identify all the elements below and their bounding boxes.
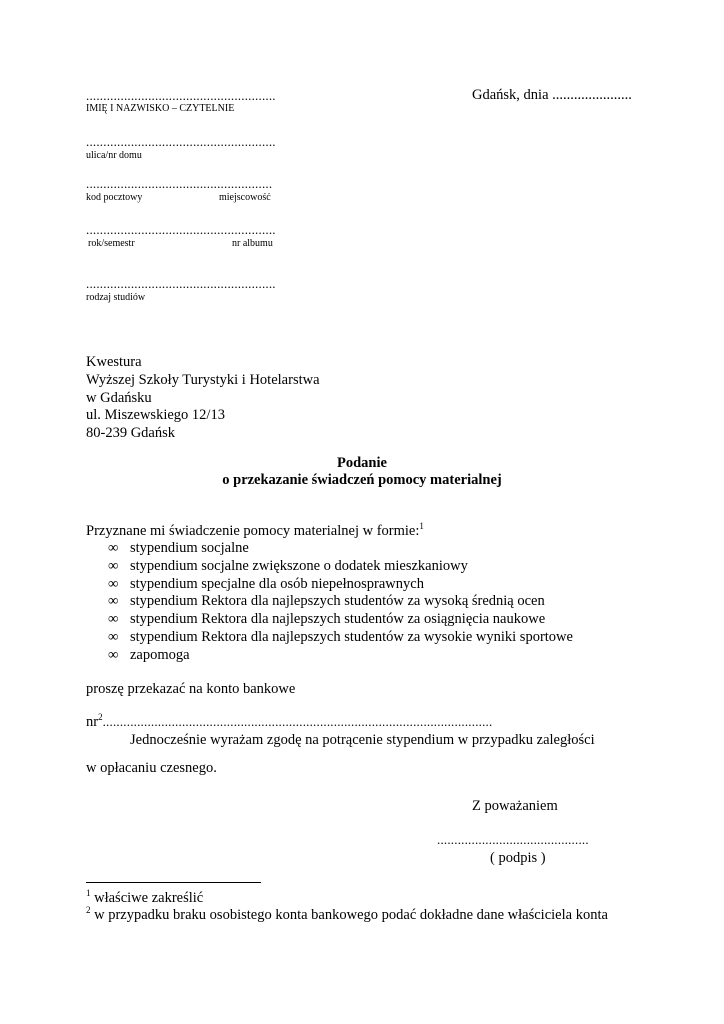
list-item-label: zapomoga	[130, 646, 190, 663]
footnote-ref-2: 2	[98, 712, 103, 723]
footnote-2	[86, 907, 608, 924]
account-dots: .................................................................................................................	[102, 714, 493, 729]
study-type-label: rodzaj studiów	[86, 292, 146, 303]
address-line: ul. Miszewskiego 12/13	[86, 407, 225, 424]
consent-text-line1: Jednocześnie wyrażam zgodę na potrącenie stypendium w przypadku zaległości	[130, 732, 595, 748]
list-item-label: stypendium Rektora dla najlepszych studentów za wysoką średnią ocen	[130, 593, 545, 610]
footnote-divider	[86, 882, 261, 883]
recipient-address	[86, 354, 320, 443]
consent-text-line2: w opłacaniu czesnego.	[86, 760, 217, 776]
regards-text: Z poważaniem	[472, 798, 558, 814]
name-label: IMIĘ I NAZWISKO – CZYTELNIE	[86, 103, 235, 114]
footnote-number: 1	[86, 888, 91, 899]
list-item	[108, 629, 573, 647]
signature-dots: ............................................	[437, 832, 589, 847]
list-item	[108, 540, 573, 558]
footnote-ref-1: 1	[419, 521, 424, 532]
transfer-request-text: proszę przekazać na konto bankowe	[86, 681, 296, 697]
account-number-line	[86, 714, 492, 731]
intro-sentence: Przyznane mi świadczenie pomocy materialnej w formie:	[86, 523, 420, 539]
postal-code-label: kod pocztowy	[86, 192, 143, 203]
city-label: miejscowość	[219, 192, 271, 203]
address-line: Kwestura	[86, 354, 142, 370]
name-dots: .......................................................	[86, 88, 276, 103]
list-item	[108, 647, 573, 665]
list-item-label: stypendium Rektora dla najlepszych studentów za wysokie wyniki sportowe	[130, 628, 573, 645]
list-item-label: stypendium Rektora dla najlepszych studentów za osiągnięcia naukowe	[130, 611, 546, 628]
infinity-bullet-icon: ∞	[108, 593, 119, 610]
list-item	[108, 593, 573, 611]
address-line: Wyższej Szkoły Turystyki i Hotelarstwa	[86, 371, 320, 388]
document-subtitle: o przekazanie świadczeń pomocy materialnej	[222, 472, 502, 488]
list-item	[108, 576, 573, 594]
album-number-label: nr albumu	[232, 238, 273, 249]
aid-options-list	[108, 540, 573, 665]
street-label: ulica/nr domu	[86, 150, 142, 161]
signature-label: ( podpis )	[490, 850, 546, 866]
infinity-bullet-icon: ∞	[108, 628, 119, 645]
infinity-bullet-icon: ∞	[108, 540, 119, 556]
study-type-dots: .......................................................	[86, 276, 276, 291]
date-line: Gdańsk, dnia ......................	[472, 87, 632, 103]
list-item	[108, 558, 573, 576]
infinity-bullet-icon: ∞	[108, 557, 119, 574]
footnote-1	[86, 890, 203, 907]
street-dots: .......................................................	[86, 134, 276, 149]
footnote-number: 2	[86, 905, 91, 916]
infinity-bullet-icon: ∞	[108, 575, 119, 592]
list-item-label: stypendium specjalne dla osób niepełnosprawnych	[130, 575, 424, 592]
account-prefix: nr	[86, 714, 99, 730]
list-item-label: stypendium socjalne	[130, 540, 249, 556]
list-item-label: stypendium socjalne zwiększone o dodatek mieszkaniowy	[130, 557, 468, 574]
footnote-text: właściwe zakreślić	[94, 890, 204, 906]
address-line: w Gdańsku	[86, 389, 152, 406]
document-title: Podanie	[337, 455, 387, 471]
intro-text	[86, 523, 424, 540]
infinity-bullet-icon: ∞	[108, 611, 119, 628]
address-line: 80-239 Gdańsk	[86, 425, 176, 442]
infinity-bullet-icon: ∞	[108, 646, 119, 663]
year-semester-label: rok/semestr	[88, 238, 135, 249]
footnote-text: w przypadku braku osobistego konta bankowego podać dokładne dane właściciela konta	[94, 907, 608, 923]
postal-dots: ......................................................	[86, 176, 273, 191]
list-item	[108, 611, 573, 629]
year-dots: .......................................................	[86, 222, 276, 237]
